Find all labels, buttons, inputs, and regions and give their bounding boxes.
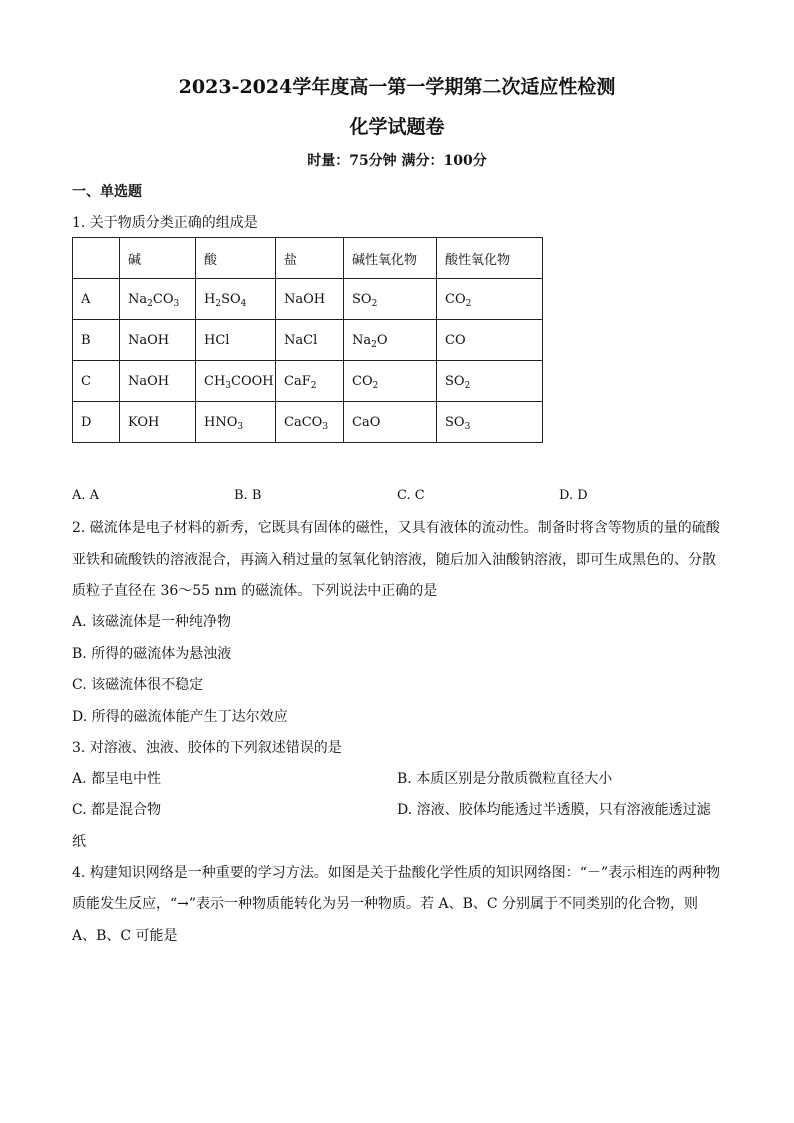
- table-row: [73, 320, 543, 361]
- q2-option-c[interactable]: C. 该磁流体很不稳定: [72, 677, 204, 693]
- q1-stem: 1. 关于物质分类正确的组成是: [72, 215, 258, 231]
- table-row-label: B: [73, 320, 120, 361]
- table-header-row: [73, 238, 543, 279]
- q1-option-b[interactable]: B. B: [234, 488, 262, 503]
- exam-subtitle: 化学试题卷: [349, 116, 445, 138]
- q2-stem-line: 2. 磁流体是电子材料的新秀，它既具有固体的磁性，又具有液体的流动性。制备时将含等物质的量的硫酸: [72, 520, 720, 536]
- table-cell: NaCl: [276, 320, 344, 361]
- section-heading: 一、单选题: [72, 184, 142, 200]
- q3-option-d-continued: 纸: [72, 834, 86, 850]
- table-cell: $CO_2$: [344, 361, 437, 402]
- table-row: [73, 279, 543, 320]
- table-cell: NaOH: [120, 320, 196, 361]
- table-row-label: C: [73, 361, 120, 402]
- table-header-cell: 盐: [276, 238, 344, 279]
- table-cell: $CO_2$: [437, 279, 543, 320]
- table-cell: $SO_3$: [437, 402, 543, 443]
- q1-classification-table: [72, 237, 543, 443]
- q3-option-a[interactable]: A. 都呈电中性: [72, 771, 162, 787]
- exam-title: 2023-2024学年度高一第一学期第二次适应性检测: [178, 76, 616, 98]
- q4-stem-line: 4. 构建知识网络是一种重要的学习方法。如图是关于盐酸化学性质的知识网络图：“－”表示相连的两种物: [72, 865, 721, 881]
- table-cell: $H_2SO_4$: [196, 279, 276, 320]
- table-cell: $SO_2$: [437, 361, 543, 402]
- table-cell: CaCO$_3$: [276, 402, 344, 443]
- q3-stem: 3. 对溶液、浊液、胶体的下列叙述错误的是: [72, 740, 342, 756]
- table-cell: $HNO_3$: [196, 402, 276, 443]
- table-header-cell: 碱性氧化物: [344, 238, 437, 279]
- q4-stem-line: 质能发生反应，“→”表示一种物质能转化为另一种物质。若 A、B、C 分别属于不同类别的化合物，则: [72, 896, 699, 912]
- table-row-label: D: [73, 402, 120, 443]
- table-header-cell: 酸性氧化物: [437, 238, 543, 279]
- table-row: [73, 402, 543, 443]
- table-cell: CaO: [344, 402, 437, 443]
- q1-option-a[interactable]: A. A: [72, 488, 100, 503]
- table-header-cell: 碱: [120, 238, 196, 279]
- table-cell: CO: [437, 320, 543, 361]
- table-row-label: A: [73, 279, 120, 320]
- q2-option-d[interactable]: D. 所得的磁流体能产生丁达尔效应: [72, 709, 288, 725]
- table-cell: CaF$_2$: [276, 361, 344, 402]
- table-cell: $CH_3COOH$: [196, 361, 276, 402]
- q4-stem-line: A、B、C 可能是: [72, 928, 178, 944]
- q3-option-c[interactable]: C. 都是混合物: [72, 802, 162, 818]
- table-row: [73, 361, 543, 402]
- table-header-cell: [73, 238, 120, 279]
- table-header-cell: 酸: [196, 238, 276, 279]
- table-cell: HCl: [196, 320, 276, 361]
- table-cell: $Na_2O$: [344, 320, 437, 361]
- q2-stem-line: 亚铁和硫酸铁的溶液混合，再滴入稍过量的氢氧化钠溶液，随后加入油酸钠溶液，即可生成黑色的、分散: [72, 552, 716, 568]
- q2-option-b[interactable]: B. 所得的磁流体为悬浊液: [72, 646, 232, 662]
- table-cell: KOH: [120, 402, 196, 443]
- table-cell: $SO_2$: [344, 279, 437, 320]
- table-cell: $Na_2CO_3$: [120, 279, 196, 320]
- table-cell: NaOH: [120, 361, 196, 402]
- q1-option-c[interactable]: C. C: [397, 488, 425, 503]
- q1-option-d[interactable]: D. D: [559, 488, 588, 503]
- table-cell: NaOH: [276, 279, 344, 320]
- q3-option-d[interactable]: D. 溶液、胶体均能透过半透膜，只有溶液能透过滤: [397, 802, 711, 818]
- time-score-info: 时量：75分钟 满分：100分: [307, 153, 487, 169]
- q2-stem-line: 质粒子直径在 36～55 nm 的磁流体。下列说法中正确的是: [72, 583, 438, 599]
- q3-option-b[interactable]: B. 本质区别是分散质微粒直径大小: [397, 771, 613, 787]
- q2-option-a[interactable]: A. 该磁流体是一种纯净物: [72, 614, 232, 630]
